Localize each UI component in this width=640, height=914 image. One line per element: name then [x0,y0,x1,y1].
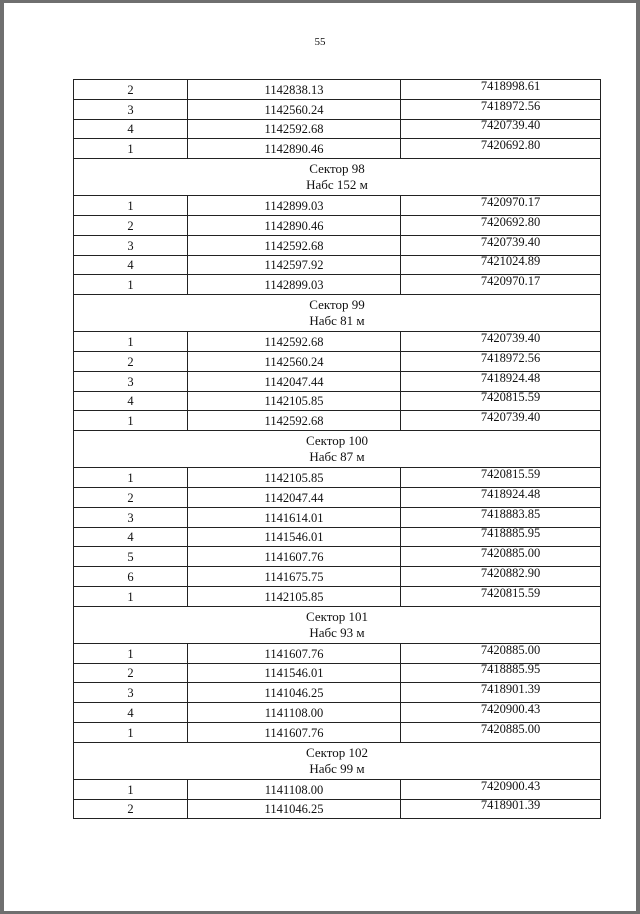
y-coordinate-cell [401,255,601,275]
sector-header-cell [74,606,601,643]
table-row [74,683,601,703]
x-coordinate-cell [188,351,401,371]
point-number-cell [74,391,188,411]
sector-height: Набс 99 м [309,760,365,776]
y-coordinate-value: 7420815.59 [480,466,541,481]
point-number-value: 2 [127,666,134,681]
y-coordinate-cell [401,411,601,431]
x-coordinate-value: 1141108.00 [264,782,324,797]
x-coordinate-value: 1142899.03 [264,278,324,293]
point-number-cell [74,139,188,159]
point-number-cell [74,255,188,275]
x-coordinate-cell [188,139,401,159]
x-coordinate-value: 1141108.00 [264,705,324,720]
y-coordinate-value: 7418924.48 [480,370,541,385]
point-number-cell [74,275,188,295]
y-coordinate-cell [401,547,601,567]
point-number-value: 4 [127,258,134,273]
x-coordinate-cell [188,547,401,567]
point-number-cell [74,80,188,100]
point-number-cell [74,119,188,139]
y-coordinate-cell [401,139,601,159]
x-coordinate-value: 1142047.44 [264,374,324,389]
point-number-value: 4 [127,705,134,720]
table-row [74,703,601,723]
y-coordinate-value: 7420739.40 [480,234,541,249]
x-coordinate-value: 1142560.24 [264,354,324,369]
x-coordinate-value: 1142592.68 [264,238,324,253]
sector-height: Набс 152 м [306,177,368,193]
point-number-value: 2 [127,82,134,97]
x-coordinate-value: 1142105.85 [264,589,324,604]
y-coordinate-cell [401,527,601,547]
table-row [74,779,601,799]
y-coordinate-cell [401,487,601,507]
sector-header-row [74,159,601,196]
point-number-value: 1 [127,414,134,429]
table-row [74,722,601,742]
point-number-value: 1 [127,278,134,293]
sector-header-cell [74,159,601,196]
y-coordinate-value: 7420882.90 [480,565,541,580]
y-coordinate-cell [401,779,601,799]
x-coordinate-value: 1142592.68 [264,122,324,137]
x-coordinate-cell [188,99,401,119]
y-coordinate-value: 7420692.80 [480,138,541,153]
y-coordinate-value: 7420885.00 [480,721,541,736]
document-page [4,3,636,911]
table-row [74,586,601,606]
x-coordinate-cell [188,507,401,527]
point-number-cell [74,468,188,488]
point-number-value: 3 [127,238,134,253]
point-number-cell [74,547,188,567]
y-coordinate-cell [401,391,601,411]
point-number-value: 3 [127,102,134,117]
x-coordinate-value: 1142899.03 [264,198,324,213]
point-number-value: 1 [127,470,134,485]
x-coordinate-cell [188,663,401,683]
coordinates-table [73,79,601,819]
x-coordinate-value: 1142890.46 [264,218,324,233]
table-row [74,351,601,371]
y-coordinate-value: 7418883.85 [480,506,541,521]
point-number-value: 1 [127,589,134,604]
y-coordinate-value: 7418972.56 [480,98,541,113]
x-coordinate-value: 1141614.01 [264,510,324,525]
y-coordinate-value: 7420900.43 [480,778,541,793]
point-number-cell [74,567,188,587]
table-row [74,235,601,255]
x-coordinate-cell [188,468,401,488]
y-coordinate-cell [401,703,601,723]
y-coordinate-cell [401,119,601,139]
x-coordinate-cell [188,235,401,255]
y-coordinate-cell [401,80,601,100]
y-coordinate-value: 7420885.00 [480,642,541,657]
point-number-value: 2 [127,218,134,233]
table-row [74,215,601,235]
table-row [74,507,601,527]
x-coordinate-cell [188,391,401,411]
sector-height: Набс 81 м [309,313,365,329]
x-coordinate-cell [188,586,401,606]
y-coordinate-cell [401,507,601,527]
x-coordinate-value: 1141607.76 [264,550,324,565]
x-coordinate-value: 1141675.75 [264,569,324,584]
x-coordinate-value: 1141046.25 [264,686,324,701]
point-number-value: 2 [127,490,134,505]
point-number-cell [74,351,188,371]
table-row [74,799,601,819]
x-coordinate-value: 1141607.76 [264,646,324,661]
x-coordinate-value: 1142838.13 [264,82,324,97]
x-coordinate-value: 1142597.92 [264,258,324,273]
y-coordinate-value: 7420815.59 [480,390,541,405]
point-number-cell [74,722,188,742]
table-row [74,255,601,275]
y-coordinate-value: 7420885.00 [480,546,541,561]
page-number: 55 [314,36,326,48]
point-number-cell [74,779,188,799]
point-number-value: 4 [127,394,134,409]
point-number-value: 3 [127,374,134,389]
point-number-value: 6 [127,569,134,584]
point-number-cell [74,643,188,663]
sector-title: Сектор 101 [305,608,368,624]
table-row [74,643,601,663]
x-coordinate-value: 1142105.85 [264,470,324,485]
point-number-cell [74,586,188,606]
point-number-cell [74,332,188,352]
y-coordinate-value: 7420970.17 [480,194,541,209]
y-coordinate-cell [401,586,601,606]
sector-header-row [74,431,601,468]
point-number-cell [74,99,188,119]
y-coordinate-cell [401,799,601,819]
point-number-value: 1 [127,334,134,349]
y-coordinate-cell [401,215,601,235]
table-row [74,391,601,411]
point-number-value: 4 [127,530,134,545]
table-row [74,527,601,547]
point-number-cell [74,371,188,391]
y-coordinate-cell [401,235,601,255]
point-number-value: 2 [127,802,134,817]
point-number-value: 5 [127,550,134,565]
x-coordinate-value: 1142592.68 [264,414,324,429]
y-coordinate-value: 7418901.39 [480,682,541,697]
y-coordinate-cell [401,196,601,216]
point-number-cell [74,507,188,527]
y-coordinate-value: 7420692.80 [480,214,541,229]
y-coordinate-value: 7418998.61 [480,78,541,93]
y-coordinate-cell [401,567,601,587]
x-coordinate-value: 1142890.46 [264,142,324,157]
sector-height: Набс 87 м [309,449,365,465]
y-coordinate-cell [401,351,601,371]
point-number-cell [74,527,188,547]
y-coordinate-value: 7418972.56 [480,350,541,365]
x-coordinate-cell [188,80,401,100]
y-coordinate-value: 7420739.40 [480,118,541,133]
point-number-cell [74,215,188,235]
table-row [74,663,601,683]
x-coordinate-cell [188,332,401,352]
table-row [74,487,601,507]
table-row [74,275,601,295]
point-number-value: 1 [127,725,134,740]
x-coordinate-cell [188,799,401,819]
x-coordinate-cell [188,643,401,663]
table-row [74,139,601,159]
sector-title: Сектор 100 [305,433,368,449]
sector-title: Сектор 98 [309,161,365,177]
coordinates-table-body [74,80,601,819]
x-coordinate-value: 1141546.01 [264,530,324,545]
x-coordinate-cell [188,215,401,235]
table-row [74,99,601,119]
y-coordinate-cell [401,663,601,683]
x-coordinate-cell [188,196,401,216]
y-coordinate-value: 7420739.40 [480,330,541,345]
point-number-cell [74,411,188,431]
sector-header-row [74,295,601,332]
x-coordinate-cell [188,255,401,275]
y-coordinate-value: 7418924.48 [480,486,541,501]
y-coordinate-value: 7418901.39 [480,798,541,813]
x-coordinate-value: 1141546.01 [264,666,324,681]
x-coordinate-value: 1141607.76 [264,725,324,740]
x-coordinate-value: 1142047.44 [264,490,324,505]
point-number-value: 1 [127,782,134,797]
point-number-value: 1 [127,198,134,213]
point-number-cell [74,487,188,507]
point-number-cell [74,703,188,723]
x-coordinate-cell [188,275,401,295]
x-coordinate-cell [188,567,401,587]
y-coordinate-cell [401,371,601,391]
table-row [74,371,601,391]
x-coordinate-value: 1141046.25 [264,802,324,817]
y-coordinate-cell [401,468,601,488]
point-number-cell [74,683,188,703]
sector-header-cell [74,431,601,468]
point-number-value: 4 [127,122,134,137]
y-coordinate-cell [401,332,601,352]
x-coordinate-cell [188,683,401,703]
y-coordinate-cell [401,99,601,119]
sector-header-cell [74,295,601,332]
point-number-value: 3 [127,510,134,525]
point-number-value: 1 [127,646,134,661]
x-coordinate-value: 1142592.68 [264,334,324,349]
y-coordinate-value: 7421024.89 [480,254,541,269]
y-coordinate-cell [401,683,601,703]
point-number-value: 1 [127,142,134,157]
x-coordinate-value: 1142105.85 [264,394,324,409]
y-coordinate-value: 7420970.17 [480,274,541,289]
x-coordinate-cell [188,779,401,799]
table-row [74,411,601,431]
table-row [74,119,601,139]
table-row [74,547,601,567]
x-coordinate-cell [188,722,401,742]
x-coordinate-cell [188,527,401,547]
sector-header-row [74,742,601,779]
table-row [74,196,601,216]
y-coordinate-cell [401,722,601,742]
point-number-value: 3 [127,686,134,701]
x-coordinate-value: 1142560.24 [264,102,324,117]
x-coordinate-cell [188,703,401,723]
y-coordinate-cell [401,275,601,295]
table-row [74,567,601,587]
table-row [74,332,601,352]
y-coordinate-value: 7420815.59 [480,585,541,600]
point-number-cell [74,799,188,819]
y-coordinate-value: 7420900.43 [480,701,541,716]
sector-header-row [74,606,601,643]
sector-height: Набс 93 м [309,624,365,640]
point-number-cell [74,663,188,683]
sector-title: Сектор 102 [305,744,368,760]
sector-title: Сектор 99 [309,297,365,313]
point-number-cell [74,196,188,216]
x-coordinate-cell [188,487,401,507]
sector-header-cell [74,742,601,779]
point-number-value: 2 [127,354,134,369]
y-coordinate-value: 7418885.95 [480,662,541,677]
y-coordinate-value: 7418885.95 [480,526,541,541]
table-row [74,80,601,100]
table-row [74,468,601,488]
x-coordinate-cell [188,411,401,431]
point-number-cell [74,235,188,255]
y-coordinate-value: 7420739.40 [480,410,541,425]
y-coordinate-cell [401,643,601,663]
x-coordinate-cell [188,371,401,391]
x-coordinate-cell [188,119,401,139]
